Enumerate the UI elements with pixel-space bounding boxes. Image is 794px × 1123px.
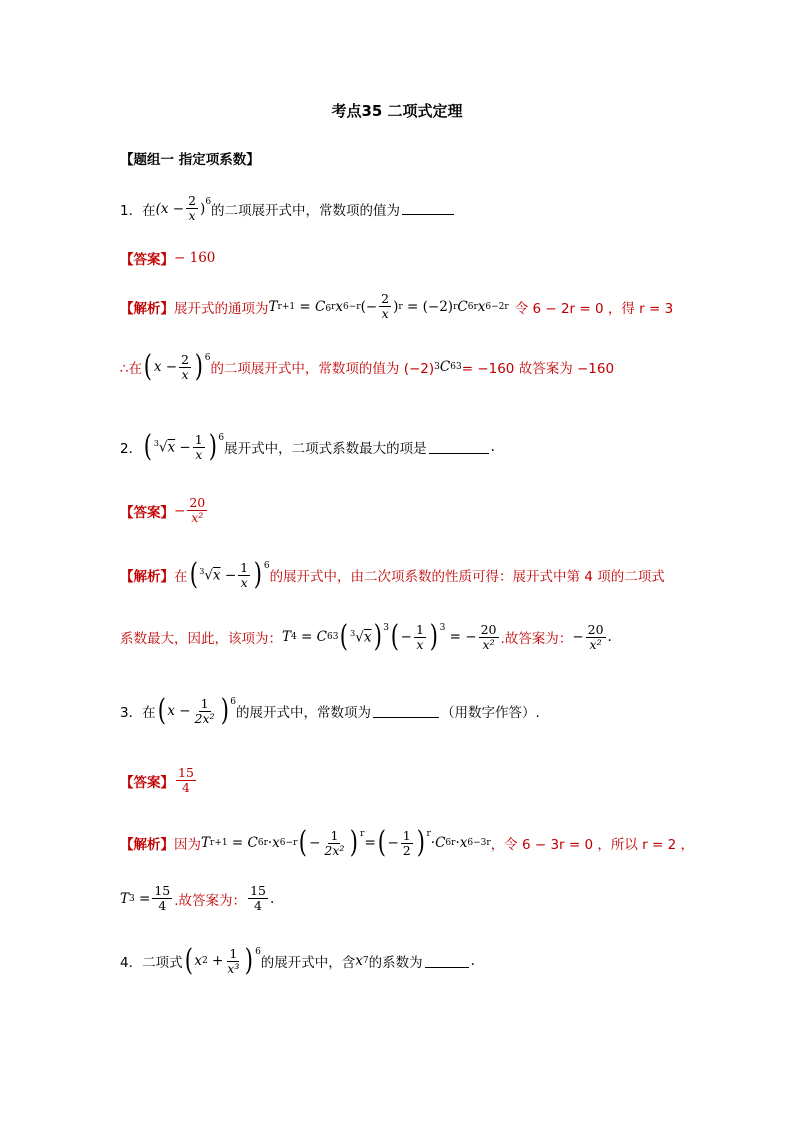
solution-1-cont: ∴在 ( x − $\frac{2}{x}$ ) 6 的二项展开式中，常数项的值为 (−2) 3 C 6 3 = −160 故答案为 −160 — [120, 349, 615, 384]
question-4: 4．二项式 ( x 2 + $\frac{1}{\text{x³}}$ ) 6 的展开式中，含 x 7 的系数为 . — [120, 943, 475, 978]
answer-blank — [402, 202, 454, 215]
solution-3-cont: T 3 = $\frac{15}{4}$ .故答案为： $\frac{15}{4}$ . — [120, 883, 275, 913]
answer-2: 【答案】 − $\frac{20}{\text{x²}}$ — [120, 495, 206, 525]
solution-2: 【解析】 在 ( $^3$√x − $\frac{1}{x}$ ) 6 的展开式中，由二次项系数的性质可得：展开式中第 4 项的二项式 — [120, 557, 665, 592]
answer-3: 【答案】 $\frac{15}{4}$ — [120, 765, 194, 795]
answer-blank — [429, 441, 489, 454]
question-3: 3．在 ( x − $\frac{1}{\text{2x²}}$ ) 6 的展开式中，常数项为 （用数字作答）. — [120, 693, 540, 728]
answer-1: 【答案】 − 160 — [120, 250, 216, 268]
question-1: 1．在 (x − $\frac{2}{x}$ ) 6 的二项展开式中，常数项的值为 — [120, 194, 456, 223]
solution-2-cont: 系数最大，因此，该项为： T 4 = C 6 3 ( $^3$√x ) 3 ( − $\frac{1}{x}$ ) 3 = − $\frac{20}{\text{x²}}$ .故答案为： − $\frac{20}{\text{x²}}$ . — [120, 619, 612, 654]
answer-blank — [373, 705, 439, 718]
question-2: 2． ( $^3$√x − $\frac{1}{x}$ ) 6 展开式中，二项式系数最大的项是 . — [120, 429, 495, 464]
answer-blank — [425, 955, 469, 968]
section-heading: 【题组一 指定项系数】 — [120, 152, 260, 168]
solution-1: 【解析】 展开式的通项为 T r+1 = C 6 r x 6−r (− $\frac{2}{x}$ ) r = (−2) r C 6 r x 6−2r 令 6 − 2r = 0 ，得 r = 3 — [120, 291, 674, 321]
solution-3: 【解析】 因为 T r+1 = C 6 r · x 6−r ( − $\frac{1}{\text{2x²}}$ ) r = ( − $\frac{1}{2}$ ) r · C 6 r · x 6−3r ，令 6 − 3r = 0 ，所以 r = 2 ， — [120, 825, 694, 860]
fraction: $\frac{2}{x}$ — [188, 193, 197, 223]
page-title: 考点35 二项式定理 — [331, 102, 463, 120]
